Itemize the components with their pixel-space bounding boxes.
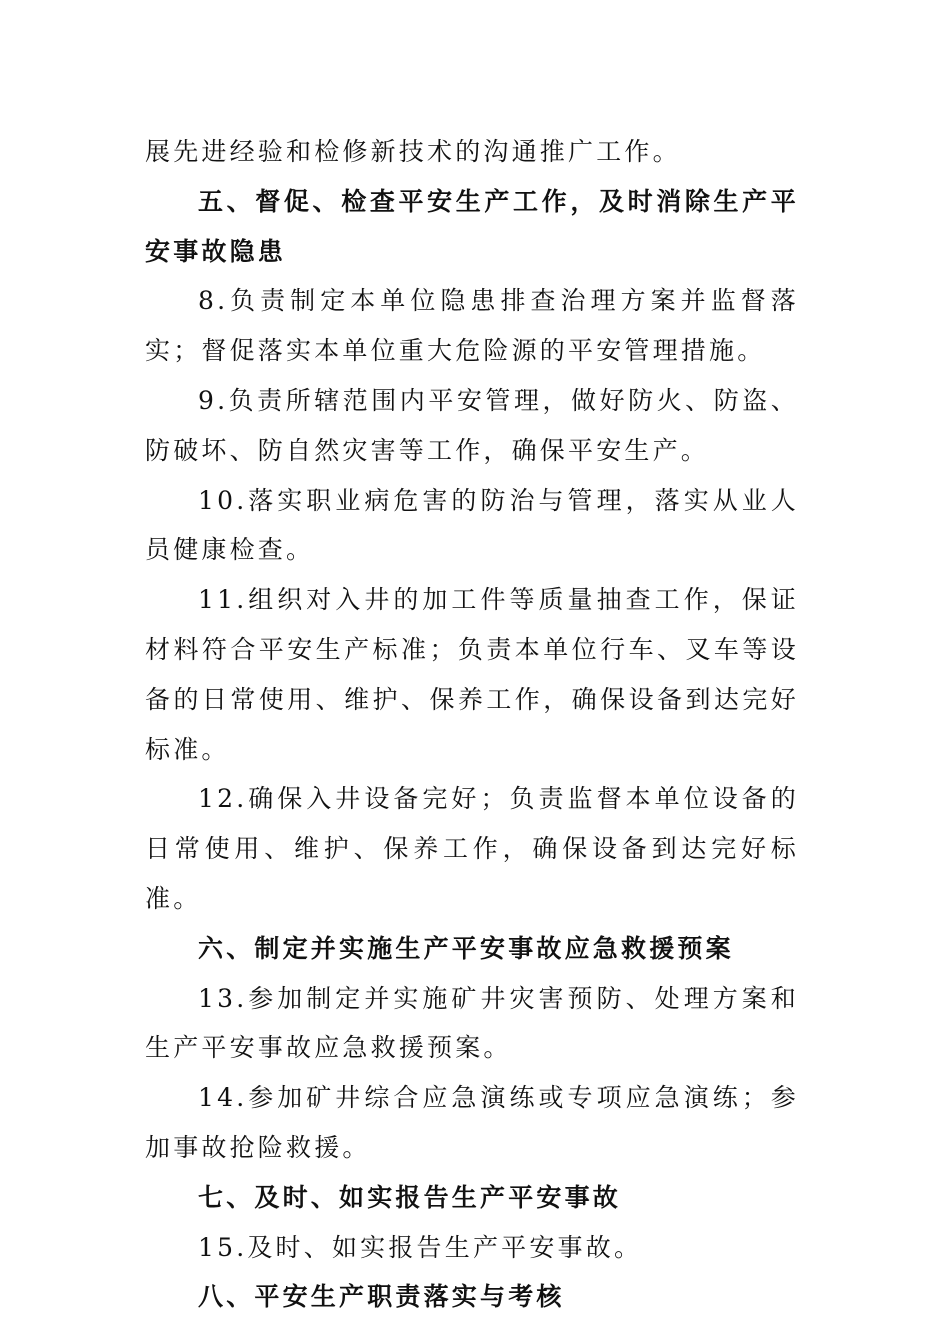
section-heading-8: 八、平安生产职责落实与考核 bbox=[198, 1282, 565, 1312]
continuation-paragraph: 展先进经验和检修新技术的沟通推广工作。 bbox=[145, 137, 681, 166]
section-heading-5: 五、督促、检查平安生产工作，及时消除生产平安事故隐患 bbox=[145, 186, 799, 266]
paragraph-item-10: 10.落实职业病危害的防治与管理，落实从业人员健康检查。 bbox=[145, 485, 799, 565]
paragraph-item-8: 8.负责制定本单位隐患排查治理方案并监督落实；督促落实本单位重大危险源的平安管理措施。 bbox=[145, 286, 799, 366]
section-heading-7: 七、及时、如实报告生产平安事故 bbox=[198, 1182, 622, 1212]
paragraph-item-13: 13.参加制定并实施矿井灾害预防、处理方案和生产平安事故应急救援预案。 bbox=[145, 983, 799, 1063]
paragraph-item-14: 14.参加矿井综合应急演练或专项应急演练；参加事故抢险救援。 bbox=[145, 1083, 799, 1162]
document-body bbox=[145, 127, 799, 1322]
paragraph-item-11: 11.组织对入井的加工件等质量抽查工作，保证材料符合平安生产标准；负责本单位行车、叉车等设备的日常使用、维护、保养工作，确保设备到达完好标准。 bbox=[145, 585, 799, 764]
paragraph-item-12: 12.确保入井设备完好；负责监督本单位设备的日常使用、维护、保养工作，确保设备到达完好标准。 bbox=[145, 784, 799, 913]
paragraph-item-15: 15.及时、如实报告生产平安事故。 bbox=[198, 1232, 643, 1262]
paragraph-item-9: 9.负责所辖范围内平安管理，做好防火、防盗、防破坏、防自然灾害等工作，确保平安生产。 bbox=[145, 385, 799, 465]
section-heading-6: 六、制定并实施生产平安事故应急救援预案 bbox=[198, 933, 734, 963]
